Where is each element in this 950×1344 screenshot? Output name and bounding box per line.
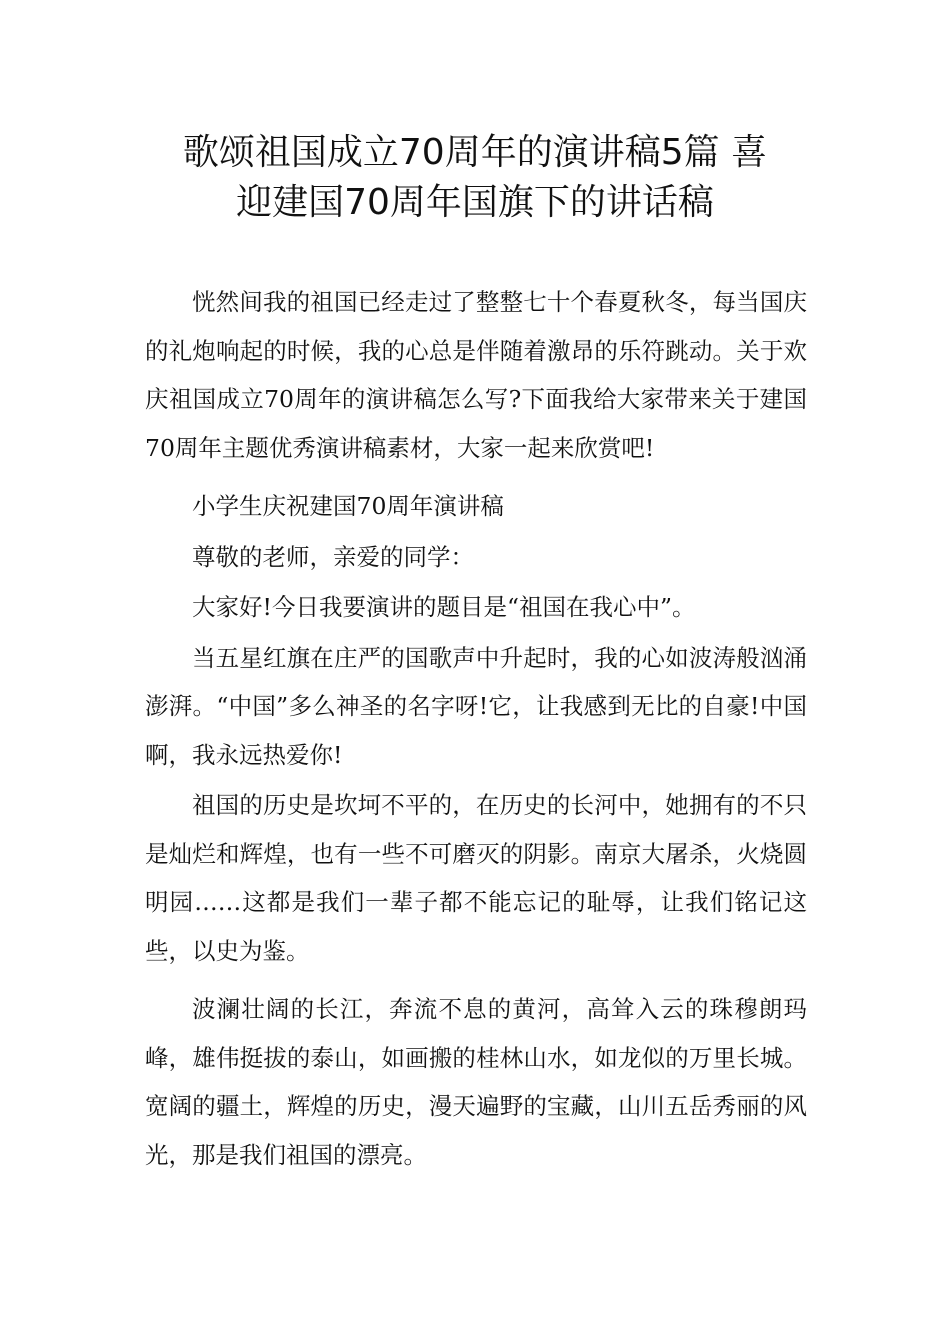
salutation: 尊敬的老师，亲爱的同学： bbox=[192, 542, 474, 571]
title-line-2: 迎建国70周年国旗下的讲话稿 bbox=[236, 182, 714, 223]
title-line-1: 歌颂祖国成立70周年的演讲稿5篇 喜 bbox=[182, 132, 768, 173]
greeting-paragraph: 大家好!今日我要演讲的题目是“祖国在我心中”。 bbox=[192, 593, 696, 621]
intro-paragraph: 恍然间我的祖国已经走过了整整七十个春夏秋冬，每当国庆的礼炮响起的时候，我的心总是伴随着激昂的乐符跳动。关于欢庆祖国成立70周年的演讲稿怎么写?下面我给大家带来关于建国70周年主题优秀演讲稿素材，大家一起来欣赏吧! bbox=[145, 288, 807, 462]
document-title bbox=[120, 128, 830, 228]
body-paragraph: 祖国的历史是坎坷不平的，在历史的长河中，她拥有的不只是灿烂和辉煌，也有一些不可磨灭的阴影。南京大屠杀，火烧圆明园……这都是我们一辈子都不能忘记的耻辱，让我们铭记这些，以史为鉴。 bbox=[145, 791, 807, 965]
body-paragraph: 波澜壮阔的长江，奔流不息的黄河，高耸入云的珠穆朗玛峰，雄伟挺拔的泰山，如画搬的桂林山水，如龙似的万里长城。宽阔的疆土，辉煌的历史，漫天遍野的宝藏，山川五岳秀丽的风光，那是我们祖国的漂亮。 bbox=[145, 995, 807, 1169]
speech-subtitle: 小学生庆祝建国70周年演讲稿 bbox=[192, 492, 504, 520]
document-body bbox=[145, 278, 807, 1181]
body-paragraph: 当五星红旗在庄严的国歌声中升起时，我的心如波涛般汹涌澎湃。“中国”多么神圣的名字呀!它，让我感到无比的自豪!中国啊，我永远热爱你! bbox=[145, 643, 807, 769]
